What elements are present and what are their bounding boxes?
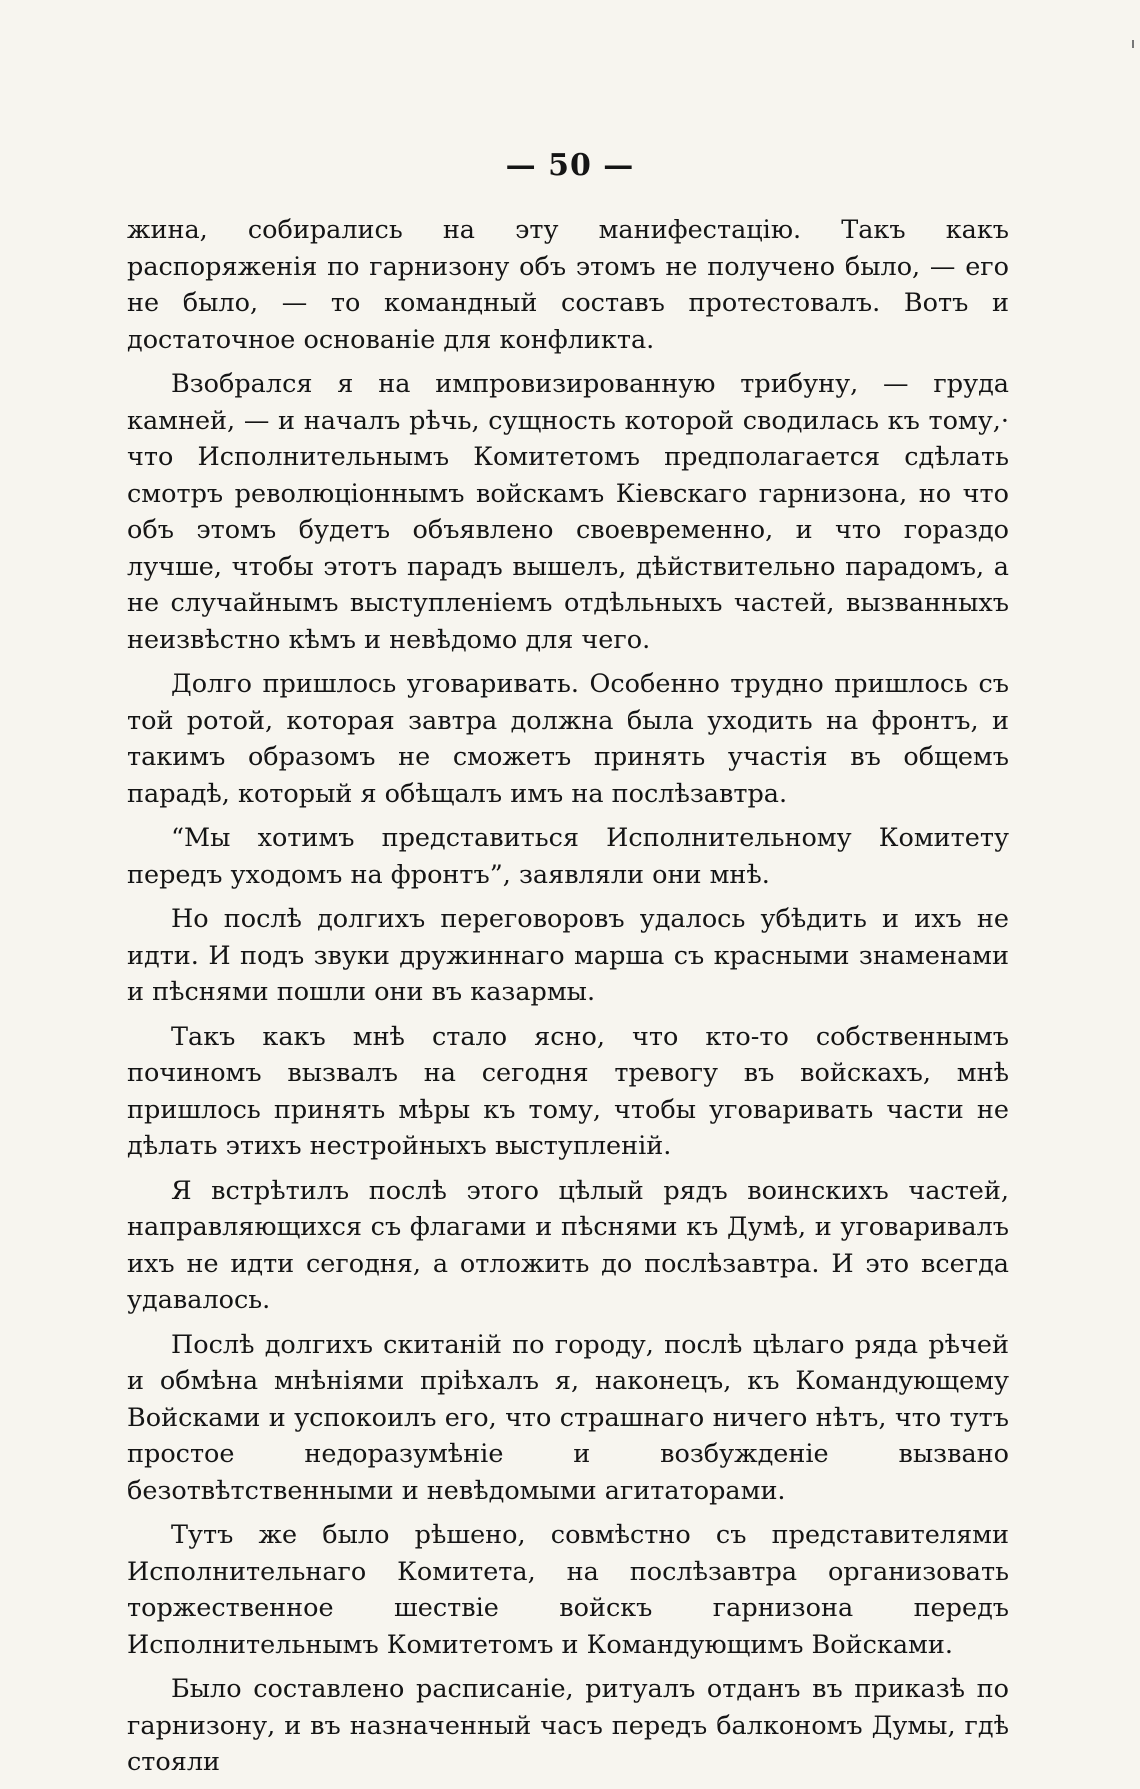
paragraph-10: Было составлено расписаніе, ритуалъ отданъ въ приказѣ по гарнизону, и въ назначенный часъ передъ балкономъ Думы, гдѣ стояли — [127, 1674, 1009, 1777]
scan-edge-mark — [1132, 40, 1134, 48]
paragraph-9: Тутъ же было рѣшено, совмѣстно съ представителями Исполнительнаго Комитета, на послѣзавтра организовать торжественное шествіе войскъ гарнизона передъ Исполнительнымъ Комитетомъ и Командующимъ Войсками. — [127, 1520, 1009, 1660]
paragraph-2: Взобрался я на импровизированную трибуну, — груда камней, — и началъ рѣчь, сущность которой сводилась къ тому,· что Исполнительнымъ Комитетомъ предполагается сдѣлать смотръ революціоннымъ войскамъ Кіевскаго гарнизона, но что объ этомъ будетъ объявлено своевременно, и что гораздо лучше, чтобы этотъ парадъ вышелъ, дѣйствительно парадомъ, а не случайнымъ выступленіемъ отдѣльныхъ частей, вызванныхъ неизвѣстно кѣмъ и невѣдомо для чего. — [127, 369, 1009, 655]
paragraph-5: Но послѣ долгихъ переговоровъ удалось убѣдить и ихъ не идти. И подъ звуки дружиннаго марша съ красными знаменами и пѣснями пошли они въ казармы. — [127, 904, 1009, 1007]
paragraph-8: Послѣ долгихъ скитаній по городу, послѣ цѣлаго ряда рѣчей и обмѣна мнѣніями пріѣхалъ я, наконецъ, къ Командующему Войсками и успокоилъ его, что страшнаго ничего нѣтъ, что тутъ простое недоразумѣніе и возбужденіе вызвано безотвѣтственными и невѣдомыми агитаторами. — [127, 1329, 1009, 1506]
paragraph-7: Я встрѣтилъ послѣ этого цѣлый рядъ воинскихъ частей, направляющихся съ флагами и пѣснями къ Думѣ, и уговаривалъ ихъ не идти сегодня, а отложить до послѣзавтра. И это всегда удавалось. — [127, 1175, 1009, 1315]
paragraph-1: жина, собирались на эту манифестацію. Такъ какъ распоряженія по гарнизону объ этомъ не получено было, — его не было, — то командный составъ протестовалъ. Вотъ и достаточное основаніе для конфликта. — [127, 215, 1009, 355]
paragraph-4: “Мы хотимъ представиться Исполнительному Комитету передъ уходомъ на фронтъ”, заявляли они мнѣ. — [127, 823, 1009, 890]
page-number: — 50 — — [505, 148, 635, 183]
body-text — [127, 212, 1009, 1789]
paragraph-6: Такъ какъ мнѣ стало ясно, что кто-то собственнымъ починомъ вызвалъ на сегодня тревогу въ войскахъ, мнѣ пришлось принять мѣры къ тому, чтобы уговаривать части не дѣлать этихъ нестройныхъ выступленій. — [127, 1021, 1009, 1161]
paragraph-3: Долго пришлось уговаривать. Особенно трудно пришлось съ той ротой, которая завтра должна была уходить на фронтъ, и такимъ образомъ не сможетъ принять участія въ общемъ парадѣ, который я обѣщалъ имъ на послѣзавтра. — [127, 669, 1009, 809]
